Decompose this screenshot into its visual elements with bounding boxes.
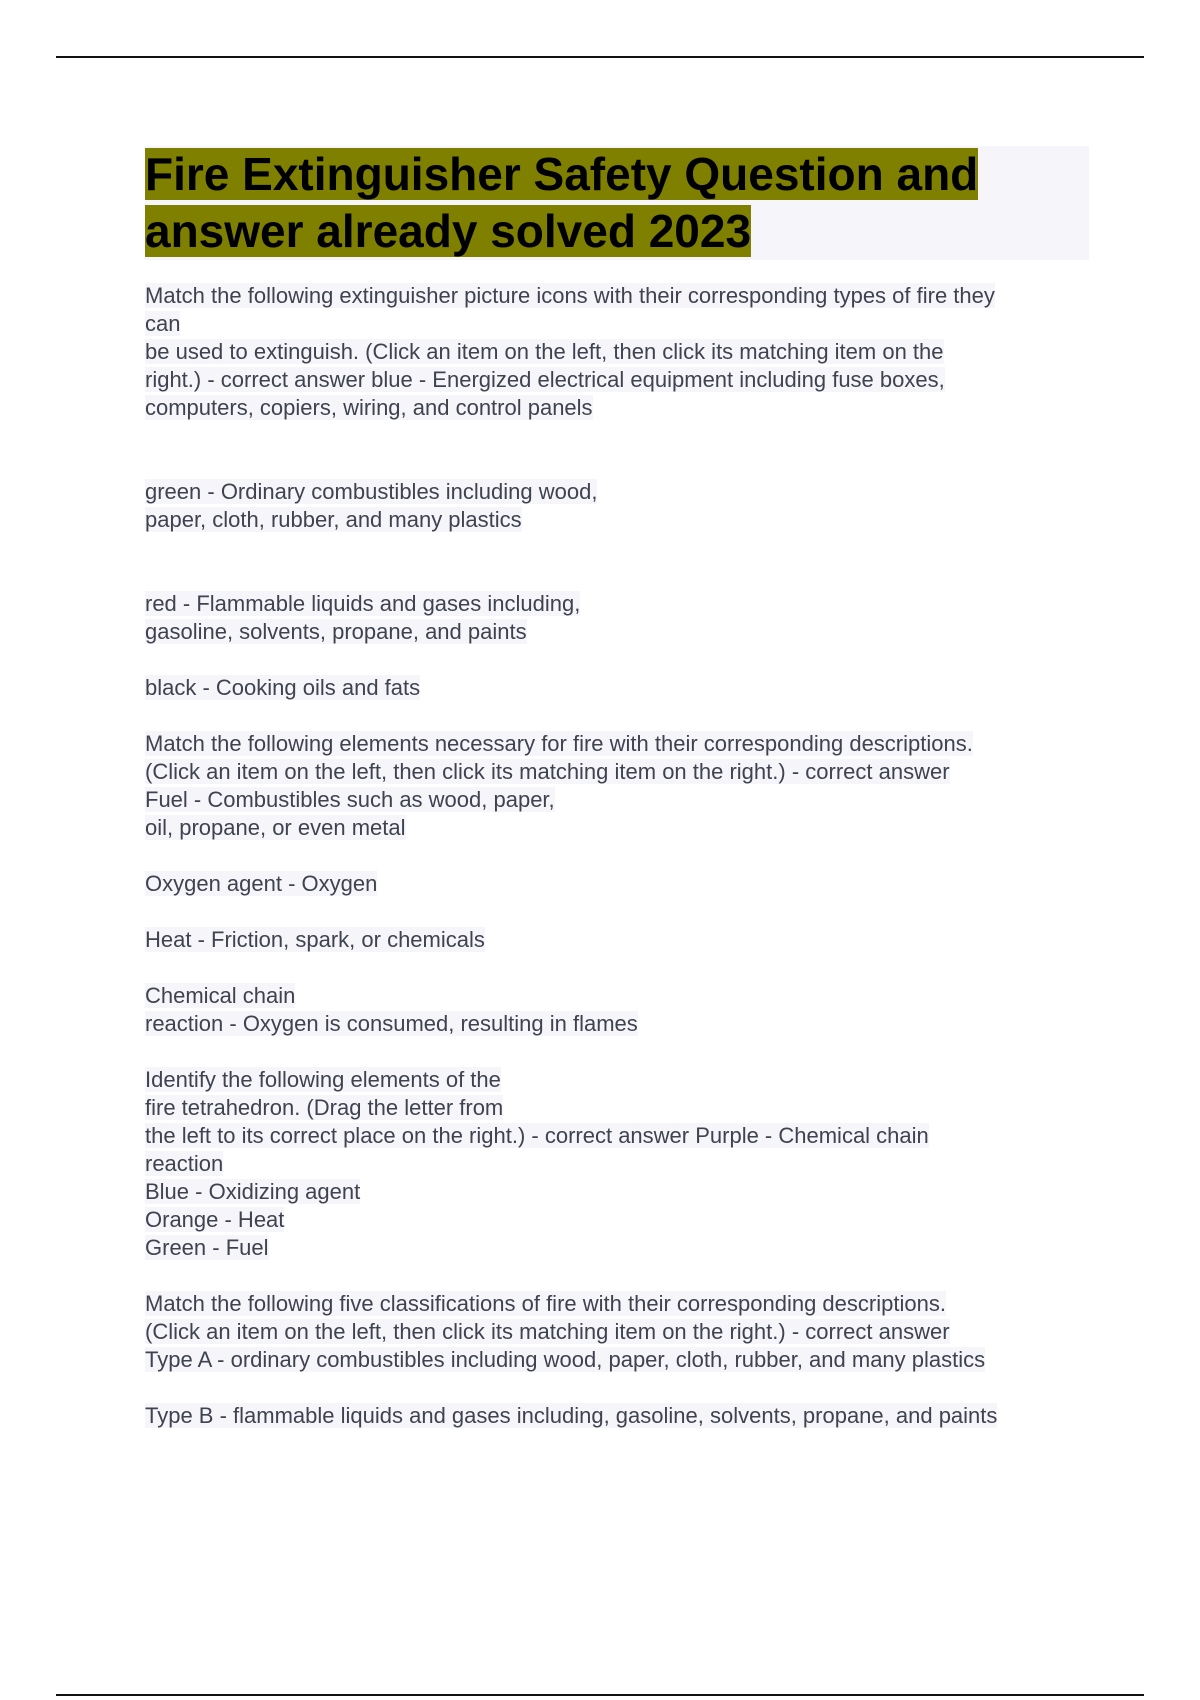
answer-black (145, 674, 1089, 702)
text-line: Match the following five classifications of fire with their corresponding descriptions. (145, 1291, 946, 1316)
text-line: be used to extinguish. (Click an item on the left, then click its matching item on the (145, 339, 944, 364)
text-line: Match the following elements necessary for fire with their corresponding descriptions. (145, 731, 973, 756)
answer-oxygen (145, 870, 1089, 898)
question-3-text (145, 1066, 1089, 1262)
question-1-text (145, 282, 1089, 422)
text-line: right.) - correct answer blue - Energized electrical equipment including fuse boxes, (145, 367, 945, 392)
answer-type-b (145, 1402, 1089, 1430)
bottom-rule (56, 1694, 1144, 1696)
title-line-1: Fire Extinguisher Safety Question and (145, 148, 979, 200)
text-line: Orange - Heat (145, 1207, 285, 1232)
text-line: Blue - Oxidizing agent (145, 1179, 361, 1204)
text-line: (Click an item on the left, then click its matching item on the right.) - correct answer (145, 1319, 950, 1344)
answer-red (145, 590, 1089, 646)
text-line: can (145, 311, 181, 336)
text-line: Match the following extinguisher picture icons with their corresponding types of fire they (145, 283, 995, 308)
text-line: Heat - Friction, spark, or chemicals (145, 927, 485, 952)
top-rule (56, 56, 1144, 58)
text-line: Type B - flammable liquids and gases including, gasoline, solvents, propane, and paints (145, 1403, 998, 1428)
text-line: red - Flammable liquids and gases including, (145, 591, 581, 616)
text-line: reaction - Oxygen is consumed, resulting in flames (145, 1011, 638, 1036)
question-4-text (145, 1290, 1089, 1374)
text-line: paper, cloth, rubber, and many plastics (145, 507, 522, 532)
document-title (145, 146, 1089, 260)
text-line: (Click an item on the left, then click its matching item on the right.) - correct answer (145, 759, 950, 784)
text-line: oil, propane, or even metal (145, 815, 406, 840)
text-line: reaction (145, 1151, 224, 1176)
text-line: computers, copiers, wiring, and control panels (145, 395, 593, 420)
text-line: Oxygen agent - Oxygen (145, 871, 378, 896)
text-line: the left to its correct place on the right.) - correct answer Purple - Chemical chain (145, 1123, 929, 1148)
text-line: Green - Fuel (145, 1235, 269, 1260)
text-line: Type A - ordinary combustibles including wood, paper, cloth, rubber, and many plastics (145, 1347, 986, 1372)
question-2-text (145, 730, 1089, 842)
text-line: Chemical chain (145, 983, 296, 1008)
document-content (145, 146, 1089, 1430)
text-line: fire tetrahedron. (Drag the letter from (145, 1095, 504, 1120)
answer-chemical-chain (145, 982, 1089, 1038)
answer-green (145, 478, 1089, 534)
text-line: Fuel - Combustibles such as wood, paper, (145, 787, 555, 812)
answer-heat (145, 926, 1089, 954)
title-block (145, 146, 1089, 260)
title-line-2: answer already solved 2023 (145, 205, 752, 257)
text-line: Identify the following elements of the (145, 1067, 501, 1092)
text-line: black - Cooking oils and fats (145, 675, 421, 700)
text-line: gasoline, solvents, propane, and paints (145, 619, 527, 644)
text-line: green - Ordinary combustibles including wood, (145, 479, 598, 504)
